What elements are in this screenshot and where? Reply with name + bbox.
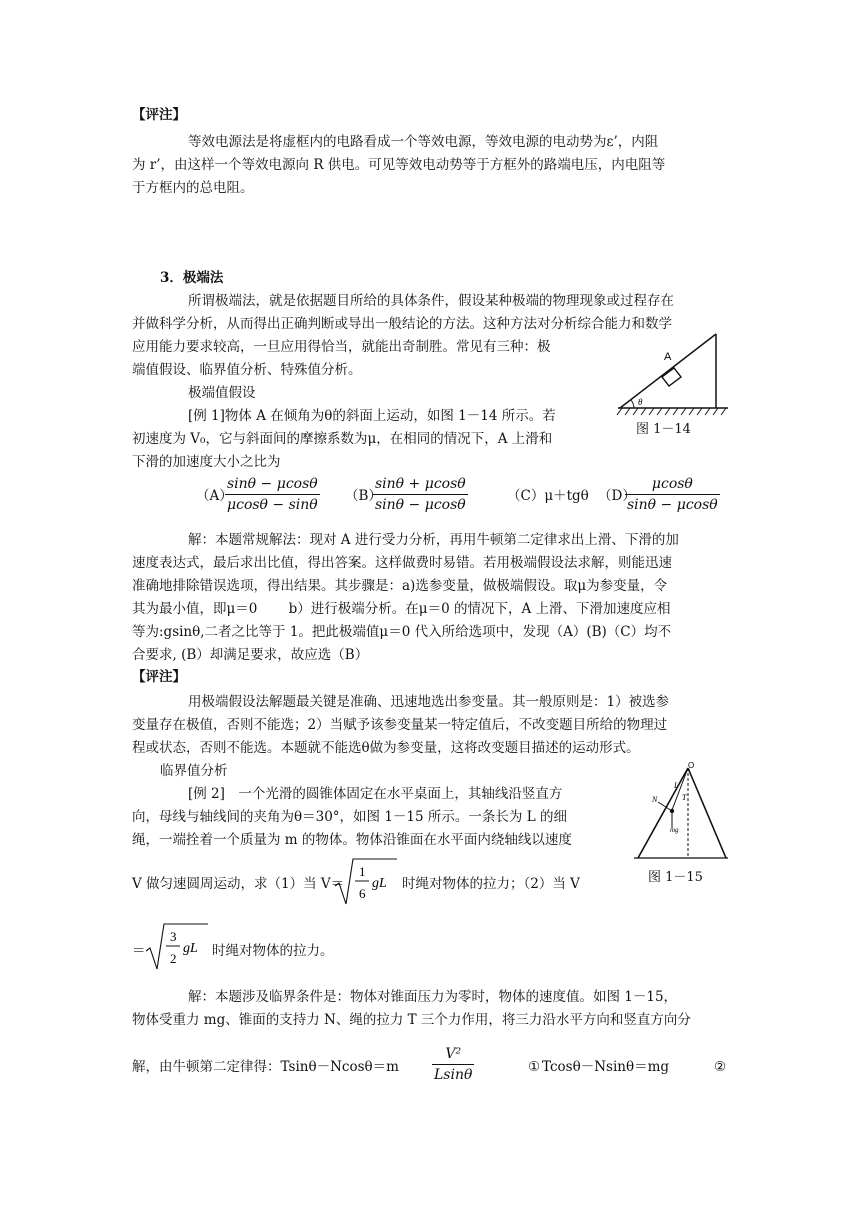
svg-text:gL: gL <box>183 941 198 956</box>
option-a-label: （A） <box>196 488 233 504</box>
comment-heading: 【评注】 <box>132 669 186 685</box>
text-line: 时绳对物体的拉力。 <box>212 943 334 959</box>
svg-text:3: 3 <box>170 929 177 944</box>
equation-number-2: ② <box>714 1059 727 1075</box>
text-line: 用极端假设法解题最关键是准确、迅速地选出参变量。其一般原则是：1）被选参 <box>188 694 670 710</box>
subtitle: 临界值分析 <box>160 763 228 779</box>
sqrt-expression-2 <box>144 921 210 973</box>
option-b-fraction: $\frac{\sin\theta + \mu\cos\theta}{\sin\theta - \mu\cos\theta}$ <box>375 476 466 513</box>
option-d-fraction: $\frac{\mu\cos\theta}{\sin\theta - \mu\cos\theta}$ <box>627 476 718 513</box>
incline-figure <box>612 328 732 418</box>
normal-label: N <box>652 795 658 804</box>
text-line: 并做科学分析，从而得出正确判断或导出一般结论的方法。这种方法对分析综合能力和数学 <box>132 316 672 332</box>
text-line: 物体受重力 mg、锥面的支持力 N、绳的拉力 T 三个力作用，将三力沿水平方向和竖直方向分 <box>132 1012 691 1028</box>
text-line: 应用能力要求较高，一旦应用得恰当，就能出奇制胜。常见有三种：极 <box>132 339 551 355</box>
text-line: V 做匀速圆周运动，求（1）当 V＝ <box>132 876 345 892</box>
svg-text:2: 2 <box>170 951 177 966</box>
option-a-fraction: $\frac{\sin\theta - \mu\cos\theta}{\mu\cos\theta - \sin\theta}$ <box>227 476 318 513</box>
equation-number-1: ① <box>528 1059 541 1075</box>
text-line: 解：本题常规解法：现对 A 进行受力分析，再用牛顿第二定律求出上滑、下滑的加 <box>188 532 679 548</box>
cone-figure <box>630 760 730 864</box>
option-d-label: （D） <box>598 488 636 504</box>
text-line: 所谓极端法，就是依据题目所给的具体条件，假设某种极端的物理现象或过程存在 <box>188 293 674 309</box>
comment-heading: 【评注】 <box>132 107 186 123</box>
text-line: 合要求, (B）却满足要求，故应选（B） <box>132 647 369 663</box>
text-line: 时绳对物体的拉力；（2）当 V <box>402 876 580 892</box>
option-c: （C）μ＋tgθ <box>507 488 589 504</box>
section-title: 3．极端法 <box>160 270 224 286</box>
text-line: 解：本题涉及临界条件是：物体对锥面压力为零时，物体的速度值。如图 1－15， <box>188 989 678 1005</box>
text-line: 初速度为 V₀，它与斜面间的摩擦系数为μ，在相同的情况下，A 上滑和 <box>132 431 553 447</box>
length-label: L <box>674 781 679 790</box>
block-label: A <box>664 351 672 363</box>
text-line: 端值假设、临界值分析、特殊值分析。 <box>132 362 362 378</box>
figure-caption: 图 1－14 <box>636 422 691 437</box>
subtitle: 极端值假设 <box>188 385 256 401</box>
tension-label: T <box>682 793 687 802</box>
angle-label: θ <box>638 397 643 407</box>
text-line: 等为:gsinθ,二者之比等于 1。把此极端值μ＝0 代入所给选项中，发现（A）(B)（C）均不 <box>132 624 672 640</box>
text-line: 绳，一端拴着一个质量为 m 的物体。物体沿锥面在水平面内绕轴线以速度 <box>132 832 572 848</box>
text-line: 其为最小值，即μ＝0 b）进行极端分析。在μ＝0 的情况下，A 上滑、下滑加速度应相 <box>132 601 671 617</box>
equation-line: 解，由牛顿第二定律得：Tsinθ－Ncosθ＝m <box>132 1059 399 1075</box>
text-line: 速度表达式，最后求出比值，得出答案。这样做费时易错。若用极端假设法求解，则能迅速 <box>132 555 672 571</box>
equation-line: Tcosθ－Nsinθ＝mg <box>542 1059 670 1075</box>
figure-caption: 图 1－15 <box>648 870 703 885</box>
text-line: 准确地排除错误选项，得出结果。其步骤是：a)选参变量，做极端假设。取μ为参变量，令 <box>132 578 668 594</box>
text-line: 程或状态，否则不能选。本题就不能选θ做为参变量，这将改变题目描述的运动形式。 <box>132 740 640 756</box>
svg-text:6: 6 <box>359 886 366 901</box>
sqrt-expression-1 <box>333 856 399 908</box>
apex-label: O <box>688 761 695 770</box>
text-line: 变量存在极值，否则不能选；2）当赋予该参变量某一特定值后，不改变题目所给的物理过 <box>132 717 668 733</box>
text-line: [例 2] 一个光滑的圆锥体固定在水平桌面上，其轴线沿竖直方 <box>188 786 563 802</box>
option-b-label: （B） <box>345 488 382 504</box>
text-line: 于方框内的总电阻。 <box>132 180 254 196</box>
svg-text:1: 1 <box>359 864 366 879</box>
text-line: 向，母线与轴线间的夹角为θ＝30°，如图 1－15 所示。一条长为 L 的细 <box>132 809 567 825</box>
svg-text:gL: gL <box>372 876 387 891</box>
weight-label: mg <box>670 826 679 834</box>
text-line: 为 r’，由这样一个等效电源向 R 供电。可见等效电动势等于方框外的路端电压，内电阻等 <box>132 157 666 173</box>
text-line: 下滑的加速度大小之比为 <box>132 454 281 470</box>
text-line: [例 1]物体 A 在倾角为θ的斜面上运动，如图 1－14 所示。若 <box>188 408 556 424</box>
text-line: 等效电源法是将虚框内的电路看成一个等效电源，等效电源的电动势为ε’，内阻 <box>188 134 659 150</box>
equation-fraction: $\frac{\text{V²}}{Lsin\theta}$ <box>434 1046 473 1083</box>
text-line: ＝ <box>132 943 146 959</box>
